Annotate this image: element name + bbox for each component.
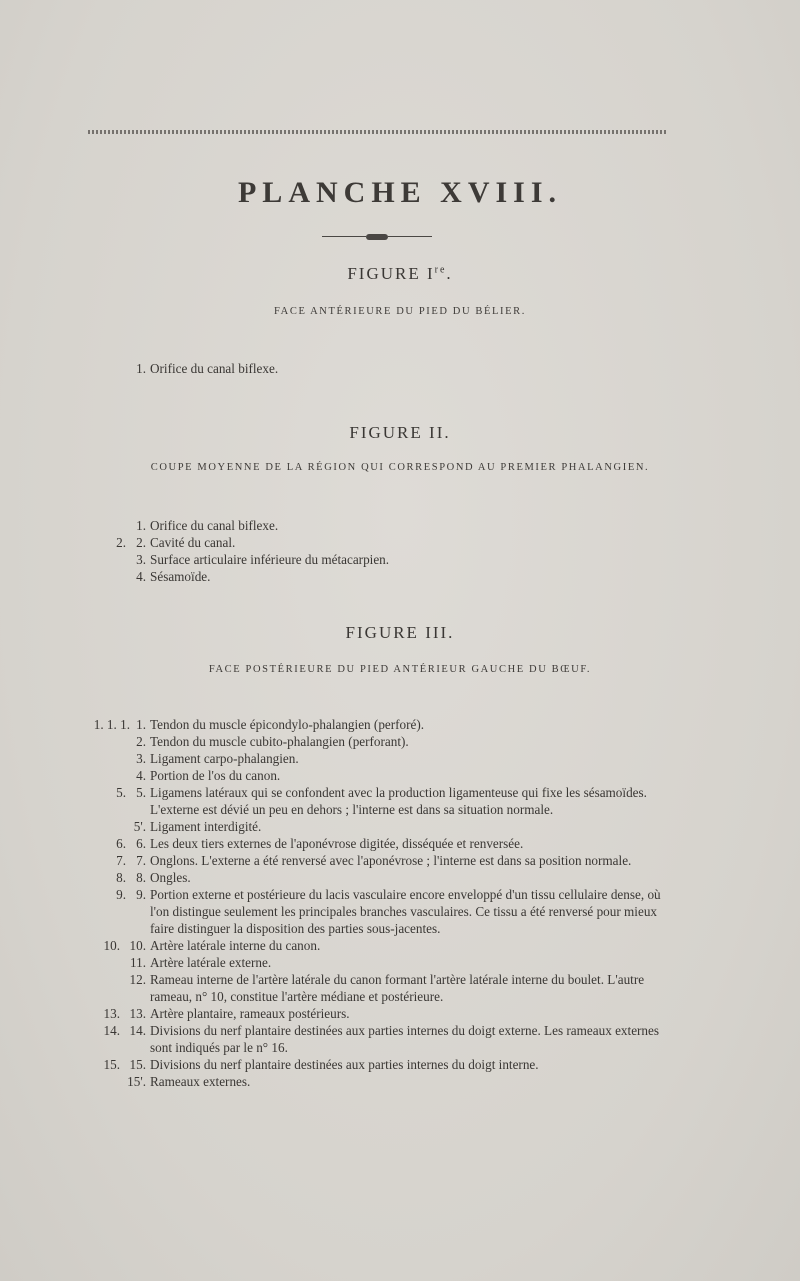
figure-2-item-text: Sésamoïde. xyxy=(150,569,211,584)
figure-3-item-text: Les deux tiers externes de l'aponévrose digitée, disséquée et renversée. xyxy=(150,836,524,851)
figure-3-item-prefix: 8. xyxy=(116,870,126,885)
figure-3-item-number: 14. xyxy=(129,1023,146,1038)
figure-3-item-number: 15'. xyxy=(127,1074,146,1089)
figure-3-item-text: Ligament interdigité. xyxy=(150,819,262,834)
figure-3-item-text: Artère plantaire, rameaux postérieurs. xyxy=(150,1006,350,1021)
figure-2-item-text: Cavité du canal. xyxy=(150,535,236,550)
figure-3-item-text: Portion de l'os du canon. xyxy=(150,768,281,783)
figure-2-item-number: 3. xyxy=(136,552,146,567)
figure-1-item-text: Orifice du canal biflexe. xyxy=(150,361,279,376)
figure-1-title: FIGURE Ire. xyxy=(347,264,453,283)
figure-3-item-number: 12. xyxy=(129,972,146,987)
figure-2-subtitle: COUPE MOYENNE DE LA RÉGION QUI CORRESPOND AU PREMIER PHALANGIEN. xyxy=(150,462,650,473)
figure-3-item-number: 13. xyxy=(129,1006,146,1021)
figure-3-item-number: 9. xyxy=(136,887,146,902)
figure-2-title: FIGURE II. xyxy=(349,423,451,442)
figure-3-item-text: Divisions du nerf plantaire destinées aux parties internes du doigt externe. Les rameaux externes sont indiqués par le n° 16. xyxy=(150,1023,660,1055)
plate-title: PLANCHE XVIII. xyxy=(237,176,563,209)
figure-3-item-prefix: 13. xyxy=(103,1006,120,1021)
figure-3-title: FIGURE III. xyxy=(345,623,455,642)
figure-2-item-text: Surface articulaire inférieure du métacarpien. xyxy=(150,552,390,567)
figure-2-item-number: 2. xyxy=(136,535,146,550)
figure-3-item-prefix: 14. xyxy=(103,1023,120,1038)
figure-3-item-number: 2. xyxy=(136,734,146,749)
figure-3-item-text: Artère latérale externe. xyxy=(150,955,272,970)
figure-3-item-text: Rameau interne de l'artère latérale du canon formant l'artère latérale interne du boulet. L'autre rameau, n° 10, constitue l'artère médiane et postérieure. xyxy=(150,972,645,1004)
figure-3-item-number: 11. xyxy=(130,955,146,970)
figure-3-item-text: Portion externe et postérieure du lacis vasculaire encore enveloppé d'un tissu cellulaire dense, où l'on distingue seulement les principales branches vasculaires. Ce tissu a été renversé pour mieux faire distinguer la disposition des parties sous-jacentes. xyxy=(150,887,661,936)
figure-3-item-number: 15. xyxy=(129,1057,146,1072)
figure-3-item-text: Divisions du nerf plantaire destinées aux parties internes du doigt interne. xyxy=(150,1057,539,1072)
figure-1-item-number: 1. xyxy=(136,361,146,376)
figure-2-item-prefix: 2. xyxy=(116,535,126,550)
figure-2-item-text: Orifice du canal biflexe. xyxy=(150,518,279,533)
figure-1-subtitle: FACE ANTÉRIEURE DU PIED DU BÉLIER. xyxy=(274,306,526,317)
figure-3-item-prefix: 1. 1. 1. xyxy=(93,717,130,732)
figure-3-item-text: Ligament carpo-phalangien. xyxy=(150,751,299,766)
figure-3-item-number: 3. xyxy=(136,751,146,766)
figure-2-item-number: 1. xyxy=(136,518,146,533)
figure-3-item-prefix: 5. xyxy=(116,785,126,800)
figure-2-item-number: 4. xyxy=(136,569,146,584)
figure-3-item-text: Ligamens latéraux qui se confondent avec la production ligamenteuse qui fixe les sésamoïdes. L'externe est dévié un peu en dehors ; l'interne est dans sa situation normale. xyxy=(150,785,647,817)
figure-3-item-text: Rameaux externes. xyxy=(150,1074,251,1089)
figure-3-item-prefix: 9. xyxy=(116,887,126,902)
figure-3-item-number: 10. xyxy=(129,938,146,953)
figure-3-item-prefix: 10. xyxy=(103,938,120,953)
figure-3-item-prefix: 7. xyxy=(116,853,126,868)
figure-3-subtitle: FACE POSTÉRIEURE DU PIED ANTÉRIEUR GAUCHE DU BŒUF. xyxy=(208,664,592,675)
figure-3-item-text: Ongles. xyxy=(150,870,191,885)
figure-3-item-number: 5. xyxy=(136,785,146,800)
decorative-dotted-rule xyxy=(88,130,666,134)
figure-3-item-prefix: 15. xyxy=(103,1057,120,1072)
figure-3-item-number: 6. xyxy=(136,836,146,851)
figure-3-item-prefix: 6. xyxy=(116,836,126,851)
title-ornament xyxy=(322,234,432,240)
figure-3-item-number: 7. xyxy=(136,853,146,868)
figure-3-item-text: Tendon du muscle cubito-phalangien (perforant). xyxy=(150,734,409,749)
figure-3-item-number: 8. xyxy=(136,870,146,885)
figure-3-item-number: 5'. xyxy=(133,819,146,834)
figure-3-item-text: Tendon du muscle épicondylo-phalangien (perforé). xyxy=(150,717,425,732)
figure-3-item-text: Onglons. L'externe a été renversé avec l'aponévrose ; l'interne est dans sa position normale. xyxy=(150,853,632,868)
figure-3-item-text: Artère latérale interne du canon. xyxy=(150,938,321,953)
figure-3-item-number: 4. xyxy=(136,768,146,783)
figure-3-item-number: 1. xyxy=(136,717,146,732)
